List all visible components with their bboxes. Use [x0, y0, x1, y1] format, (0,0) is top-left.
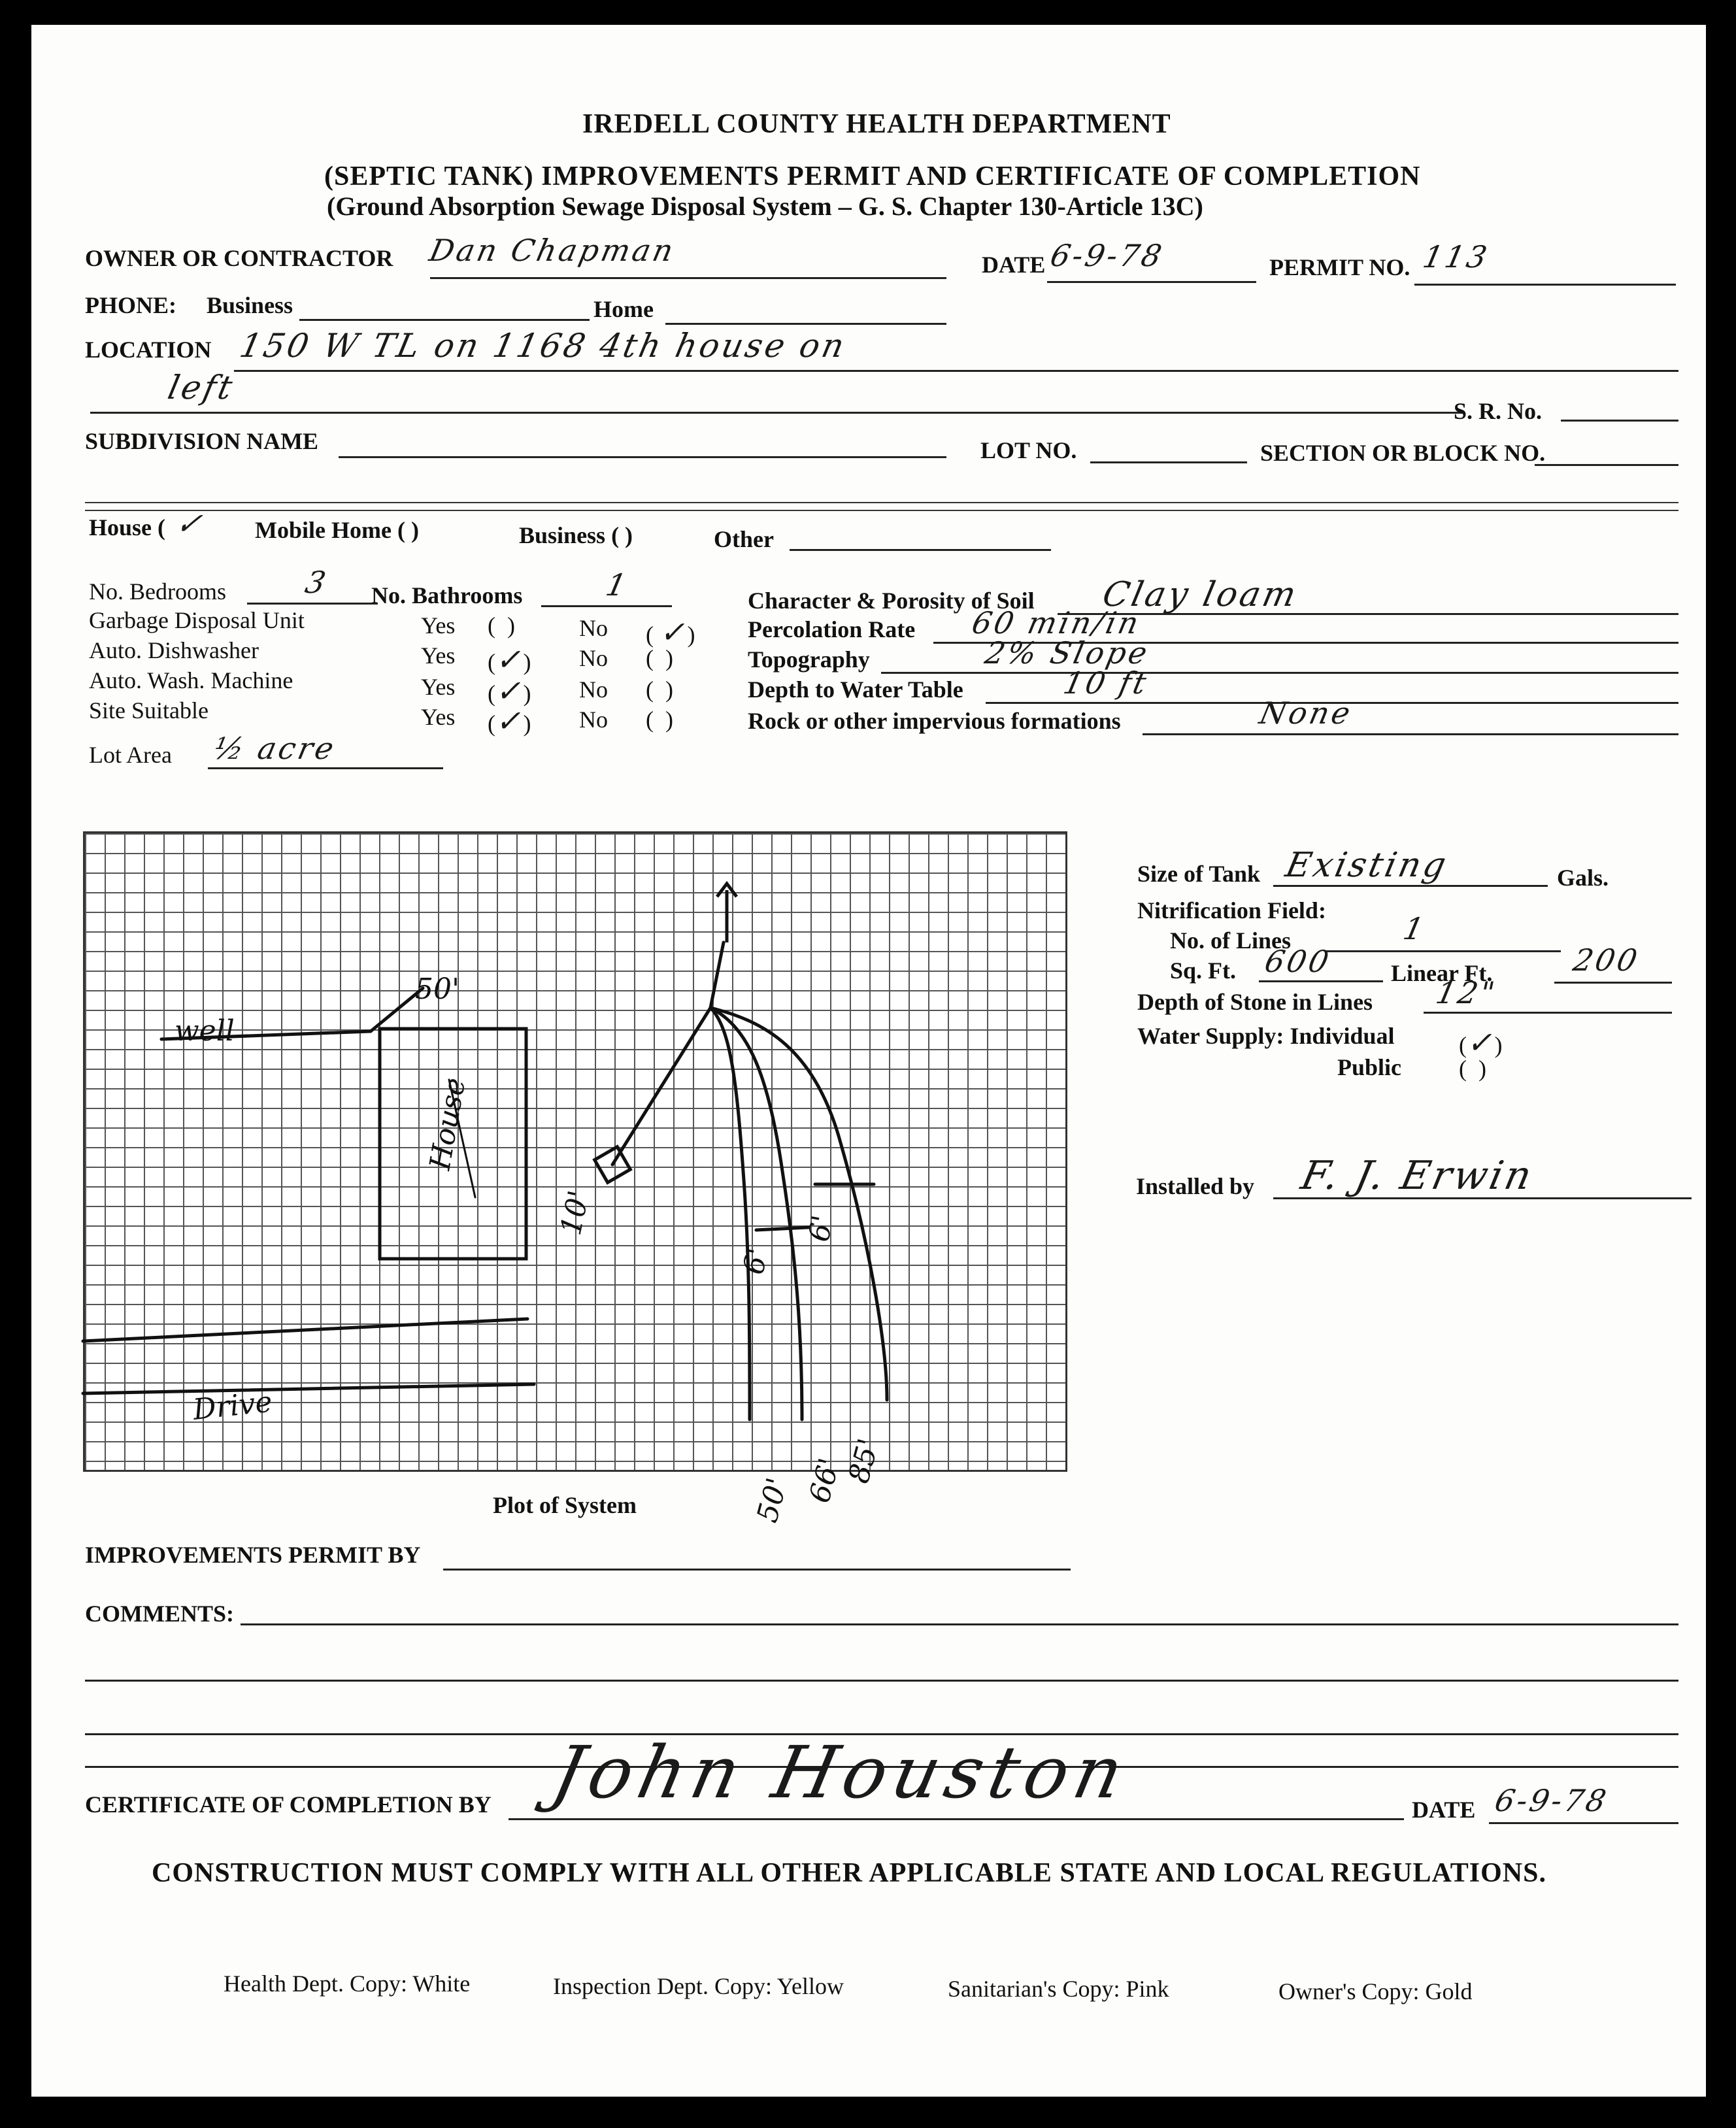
- soil-character-value[interactable]: Clay loam: [1099, 575, 1302, 614]
- washer-yes-check: ✓: [495, 673, 524, 708]
- bathrooms-value[interactable]: 1: [603, 567, 633, 603]
- phone-label: PHONE:: [85, 292, 176, 318]
- topography-value[interactable]: 2% Slope: [982, 635, 1153, 671]
- house-label: House (: [89, 514, 165, 540]
- garbage-no-check: ✓: [659, 614, 688, 650]
- date-label: DATE: [982, 252, 1046, 278]
- lines-label: No. of Lines: [1170, 927, 1292, 954]
- sqft-value[interactable]: 600: [1261, 944, 1335, 979]
- perc-rate-label: Percolation Rate: [748, 616, 916, 642]
- copy-sanitarian: Sanitarian's Copy: Pink: [948, 1976, 1169, 2002]
- compliance-notice: CONSTRUCTION MUST COMPLY WITH ALL OTHER APPLICABLE STATE AND LOCAL REGULATIONS.: [152, 1858, 1546, 1888]
- washer-no-box[interactable]: ( ): [646, 676, 673, 703]
- water-table-label: Depth to Water Table: [748, 676, 963, 703]
- plot-caption: Plot of System: [493, 1492, 637, 1518]
- site-suitable-label: Site Suitable: [89, 697, 209, 723]
- cert-signature[interactable]: John Houston: [545, 1731, 1137, 1814]
- installed-by-label: Installed by: [1136, 1173, 1255, 1199]
- dishwasher-yes-label: Yes: [421, 642, 456, 669]
- water-public-box[interactable]: ( ): [1459, 1056, 1486, 1082]
- plot-line-b: 66': [803, 1454, 847, 1506]
- water-individual-check: ✓: [1467, 1025, 1495, 1060]
- house-check[interactable]: ✓: [173, 506, 209, 541]
- linear-ft-value[interactable]: 200: [1570, 942, 1643, 978]
- business-type-label: Business ( ): [519, 522, 633, 548]
- dishwasher-no-label: No: [579, 645, 608, 671]
- bedrooms-label: No. Bedrooms: [89, 578, 226, 605]
- permit-no-value[interactable]: 113: [1420, 239, 1493, 274]
- copy-inspection: Inspection Dept. Copy: Yellow: [553, 1973, 844, 1999]
- owner-label: OWNER OR CONTRACTOR: [85, 245, 393, 271]
- phone-business-label: Business: [207, 292, 293, 318]
- rock-value[interactable]: None: [1256, 695, 1356, 731]
- stone-depth-value[interactable]: 12": [1433, 975, 1501, 1010]
- tank-size-value[interactable]: Existing: [1282, 846, 1452, 885]
- mobile-home-label: Mobile Home ( ): [255, 517, 419, 543]
- form-title: (SEPTIC TANK) IMPROVEMENTS PERMIT AND CERTIFICATE OF COMPLETION: [324, 161, 1421, 191]
- washer-label: Auto. Wash. Machine: [89, 667, 293, 693]
- cert-label: CERTIFICATE OF COMPLETION BY: [85, 1791, 492, 1818]
- lines-value[interactable]: 1: [1400, 911, 1430, 946]
- date-value[interactable]: 6-9-78: [1047, 238, 1167, 273]
- permit-no-label: PERMIT NO.: [1269, 254, 1410, 280]
- site-yes-label: Yes: [421, 704, 456, 730]
- plot-line-c: 50': [750, 1474, 795, 1526]
- garbage-no-box[interactable]: ( ✓): [646, 614, 695, 650]
- plot-dist-10: 10': [554, 1188, 596, 1239]
- copy-health: Health Dept. Copy: White: [224, 1970, 471, 1997]
- garbage-no-label: No: [579, 615, 608, 641]
- soil-character-label: Character & Porosity of Soil: [748, 588, 1035, 614]
- plot-sketch: [83, 831, 1063, 1550]
- cert-date-value[interactable]: 6-9-78: [1492, 1783, 1612, 1818]
- rock-label: Rock or other impervious formations: [748, 708, 1121, 734]
- phone-home-label: Home: [593, 296, 654, 322]
- site-no-label: No: [579, 707, 608, 733]
- dishwasher-yes-box[interactable]: (✓): [488, 642, 531, 677]
- tank-size-label: Size of Tank: [1137, 861, 1261, 887]
- nitrification-label: Nitrification Field:: [1137, 897, 1326, 923]
- other-label: Other: [714, 526, 774, 552]
- water-table-value[interactable]: 10 ft: [1060, 665, 1152, 701]
- dishwasher-no-box[interactable]: ( ): [646, 645, 673, 671]
- public-label: Public: [1337, 1054, 1402, 1080]
- permit-by-label: IMPROVEMENTS PERMIT BY: [85, 1542, 421, 1568]
- bedrooms-value[interactable]: 3: [302, 565, 332, 600]
- plot-dist-50: 50': [415, 973, 460, 1006]
- washer-yes-label: Yes: [421, 674, 456, 700]
- plot-dist-6a: 6': [737, 1245, 775, 1277]
- site-no-box[interactable]: ( ): [646, 707, 673, 733]
- cert-date-label: DATE: [1412, 1797, 1476, 1823]
- section-label: SECTION OR BLOCK NO.: [1260, 440, 1546, 466]
- plot-well-label: well: [175, 1014, 235, 1048]
- washer-yes-box[interactable]: (✓): [488, 673, 531, 708]
- installed-by-value[interactable]: F. J. Erwin: [1297, 1153, 1539, 1199]
- owner-value[interactable]: Dan Chapman: [426, 233, 679, 268]
- garbage-label: Garbage Disposal Unit: [89, 607, 305, 633]
- site-yes-box[interactable]: (✓): [488, 703, 531, 739]
- dishwasher-yes-check: ✓: [495, 642, 524, 677]
- sr-no-label: S. R. No.: [1454, 398, 1543, 424]
- lot-area-label: Lot Area: [89, 742, 172, 768]
- plot-dist-6b: 6': [802, 1212, 840, 1244]
- washer-no-label: No: [579, 676, 608, 703]
- water-supply-label: Water Supply: Individual: [1137, 1023, 1395, 1049]
- subdivision-label: SUBDIVISION NAME: [85, 428, 319, 454]
- department-name: IREDELL COUNTY HEALTH DEPARTMENT: [582, 109, 1171, 139]
- plot-house-label: House: [423, 1075, 473, 1172]
- comments-label: COMMENTS:: [85, 1601, 234, 1627]
- gals-label: Gals.: [1557, 865, 1609, 891]
- location-value-line1[interactable]: 150 W TL on 1168 4th house on: [236, 327, 850, 365]
- location-value-line2[interactable]: left: [164, 369, 239, 407]
- sqft-label: Sq. Ft.: [1170, 957, 1237, 984]
- dishwasher-label: Auto. Dishwasher: [89, 637, 259, 663]
- garbage-yes-label: Yes: [421, 612, 456, 639]
- stone-depth-label: Depth of Stone in Lines: [1137, 989, 1373, 1015]
- lot-area-value[interactable]: ½ acre: [210, 731, 340, 766]
- lot-no-label: LOT NO.: [980, 437, 1077, 463]
- perc-rate-value[interactable]: 60 min/in: [969, 605, 1144, 640]
- plot-line-a: 85': [842, 1435, 886, 1487]
- linear-ft-label: Linear Ft.: [1391, 960, 1493, 986]
- garbage-yes-box[interactable]: ( ): [488, 612, 515, 639]
- permit-form: [31, 25, 1706, 2097]
- bathrooms-label: No. Bathrooms: [371, 582, 523, 608]
- form-subtitle: (Ground Absorption Sewage Disposal System – G. S. Chapter 130-Article 13C): [327, 191, 1203, 221]
- location-label: LOCATION: [85, 337, 212, 363]
- plot-drive-label: Drive: [191, 1385, 274, 1427]
- water-individual-box[interactable]: (✓): [1459, 1025, 1503, 1060]
- site-yes-check: ✓: [495, 703, 524, 739]
- topography-label: Topography: [748, 646, 870, 673]
- copy-owner: Owner's Copy: Gold: [1278, 1978, 1473, 2004]
